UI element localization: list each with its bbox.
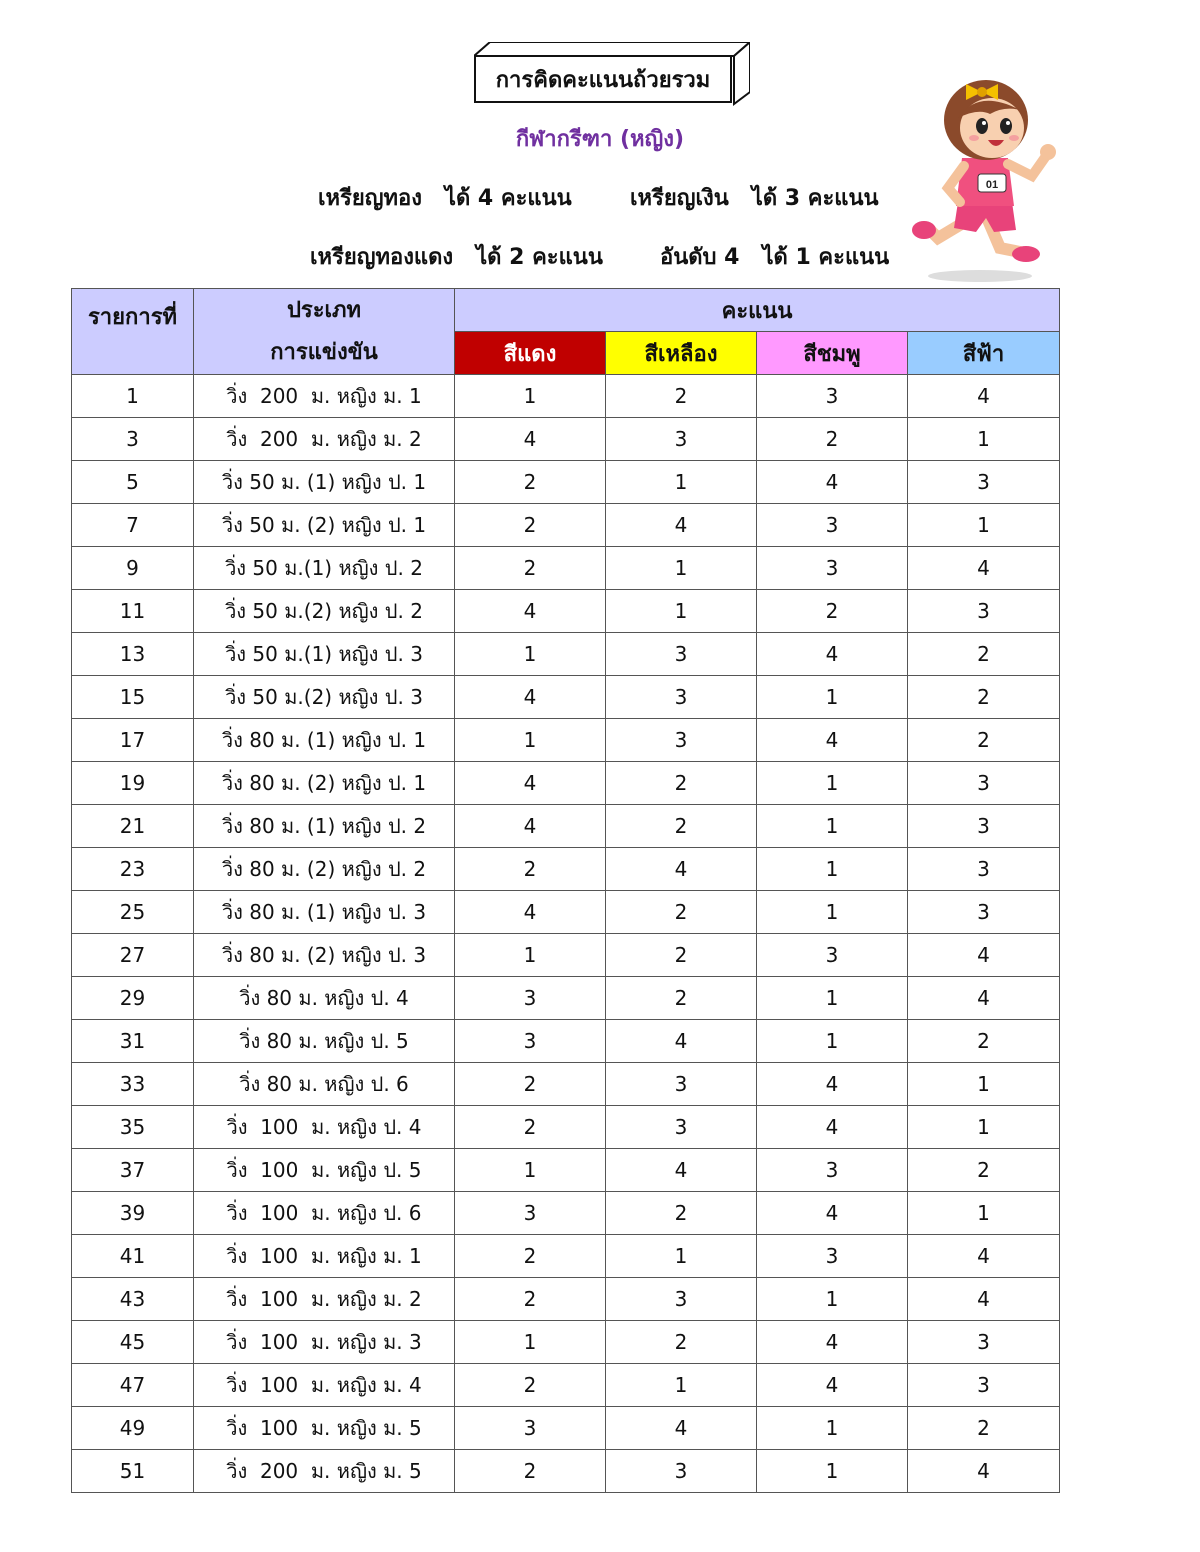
table-row xyxy=(72,418,1060,461)
table-row xyxy=(72,1106,1060,1149)
score-cell-red: 1 xyxy=(455,1149,606,1192)
item-no-cell: 43 xyxy=(72,1278,194,1321)
item-no-cell: 11 xyxy=(72,590,194,633)
event-cell: วิ่ง 100 ม. หญิง ม. 1 xyxy=(194,1235,455,1278)
item-no-cell: 13 xyxy=(72,633,194,676)
event-cell: วิ่ง 80 ม. (2) หญิง ป. 1 xyxy=(194,762,455,805)
score-cell-blue: 4 xyxy=(908,1235,1060,1278)
score-cell-red: 3 xyxy=(455,1192,606,1235)
table-row xyxy=(72,1321,1060,1364)
event-cell: วิ่ง 80 ม. (2) หญิง ป. 2 xyxy=(194,848,455,891)
table-row xyxy=(72,1235,1060,1278)
event-cell: วิ่ง 100 ม. หญิง ป. 6 xyxy=(194,1192,455,1235)
score-cell-pink: 4 xyxy=(757,461,908,504)
score-cell-blue: 4 xyxy=(908,1450,1060,1493)
score-cell-yellow: 4 xyxy=(606,848,757,891)
score-cell-blue: 2 xyxy=(908,1149,1060,1192)
score-cell-yellow: 2 xyxy=(606,891,757,934)
score-cell-yellow: 3 xyxy=(606,676,757,719)
header-team-red: สีแดง xyxy=(455,332,606,375)
event-cell: วิ่ง 50 ม.(1) หญิง ป. 3 xyxy=(194,633,455,676)
score-cell-pink: 1 xyxy=(757,762,908,805)
score-cell-pink: 1 xyxy=(757,891,908,934)
table-row xyxy=(72,1450,1060,1493)
score-cell-pink: 4 xyxy=(757,1364,908,1407)
item-no-cell: 1 xyxy=(72,375,194,418)
score-cell-blue: 1 xyxy=(908,1192,1060,1235)
event-cell: วิ่ง 100 ม. หญิง ม. 4 xyxy=(194,1364,455,1407)
event-cell: วิ่ง 200 ม. หญิง ม. 1 xyxy=(194,375,455,418)
score-cell-yellow: 2 xyxy=(606,1321,757,1364)
score-cell-yellow: 1 xyxy=(606,1235,757,1278)
gold-medal-points: เหรียญทอง ได้ 4 คะแนน xyxy=(318,186,572,211)
table-row xyxy=(72,1407,1060,1450)
page-subtitle: กีฬากรีฑา (หญิง) xyxy=(515,127,685,152)
score-cell-pink: 1 xyxy=(757,1278,908,1321)
score-cell-red: 2 xyxy=(455,461,606,504)
score-cell-pink: 3 xyxy=(757,1149,908,1192)
event-cell: วิ่ง 200 ม. หญิง ม. 2 xyxy=(194,418,455,461)
table-row xyxy=(72,1192,1060,1235)
score-cell-yellow: 3 xyxy=(606,1063,757,1106)
score-cell-blue: 1 xyxy=(908,504,1060,547)
score-cell-blue: 4 xyxy=(908,375,1060,418)
score-cell-red: 3 xyxy=(455,1020,606,1063)
header-event-type xyxy=(194,289,455,375)
table-row xyxy=(72,1278,1060,1321)
score-table-body xyxy=(72,375,1060,1493)
score-cell-red: 1 xyxy=(455,633,606,676)
event-cell: วิ่ง 80 ม. (2) หญิง ป. 3 xyxy=(194,934,455,977)
score-cell-red: 2 xyxy=(455,1364,606,1407)
event-cell: วิ่ง 50 ม. (2) หญิง ป. 1 xyxy=(194,504,455,547)
event-cell: วิ่ง 80 ม. หญิง ป. 4 xyxy=(194,977,455,1020)
score-cell-yellow: 2 xyxy=(606,762,757,805)
table-row xyxy=(72,934,1060,977)
table-row xyxy=(72,719,1060,762)
score-cell-red: 2 xyxy=(455,1450,606,1493)
score-cell-yellow: 4 xyxy=(606,504,757,547)
score-cell-yellow: 1 xyxy=(606,547,757,590)
score-cell-red: 1 xyxy=(455,934,606,977)
score-cell-blue: 3 xyxy=(908,1364,1060,1407)
svg-text:01: 01 xyxy=(985,179,999,191)
item-no-cell: 37 xyxy=(72,1149,194,1192)
score-cell-yellow: 3 xyxy=(606,719,757,762)
page-title: การคิดคะแนนถ้วยรวม xyxy=(474,55,732,103)
header-item-no-label: รายการที่ xyxy=(87,305,178,330)
score-cell-red: 3 xyxy=(455,977,606,1020)
score-cell-red: 4 xyxy=(455,676,606,719)
score-cell-pink: 3 xyxy=(757,934,908,977)
event-cell: วิ่ง 50 ม.(1) หญิง ป. 2 xyxy=(194,547,455,590)
event-cell: วิ่ง 100 ม. หญิง ป. 5 xyxy=(194,1149,455,1192)
item-no-cell: 27 xyxy=(72,934,194,977)
event-cell: วิ่ง 50 ม.(2) หญิง ป. 2 xyxy=(194,590,455,633)
item-no-cell: 29 xyxy=(72,977,194,1020)
score-cell-yellow: 4 xyxy=(606,1020,757,1063)
score-cell-pink: 3 xyxy=(757,1235,908,1278)
score-cell-yellow: 3 xyxy=(606,418,757,461)
table-row xyxy=(72,676,1060,719)
score-cell-yellow: 3 xyxy=(606,1278,757,1321)
event-cell: วิ่ง 200 ม. หญิง ม. 5 xyxy=(194,1450,455,1493)
score-cell-blue: 1 xyxy=(908,1063,1060,1106)
score-cell-blue: 3 xyxy=(908,590,1060,633)
table-row xyxy=(72,1020,1060,1063)
table-row xyxy=(72,891,1060,934)
score-cell-blue: 3 xyxy=(908,461,1060,504)
score-cell-pink: 1 xyxy=(757,848,908,891)
score-cell-yellow: 4 xyxy=(606,1407,757,1450)
item-no-cell: 39 xyxy=(72,1192,194,1235)
event-cell: วิ่ง 80 ม. (1) หญิง ป. 3 xyxy=(194,891,455,934)
table-row xyxy=(72,805,1060,848)
score-cell-pink: 4 xyxy=(757,1192,908,1235)
score-cell-blue: 3 xyxy=(908,891,1060,934)
score-cell-red: 4 xyxy=(455,891,606,934)
score-cell-red: 1 xyxy=(455,719,606,762)
score-cell-pink: 4 xyxy=(757,633,908,676)
score-cell-pink: 2 xyxy=(757,418,908,461)
score-cell-blue: 4 xyxy=(908,977,1060,1020)
score-cell-yellow: 3 xyxy=(606,633,757,676)
header-score: คะแนน xyxy=(455,289,1060,332)
score-cell-red: 2 xyxy=(455,848,606,891)
score-cell-yellow: 1 xyxy=(606,590,757,633)
score-cell-red: 1 xyxy=(455,375,606,418)
table-row xyxy=(72,1063,1060,1106)
score-cell-red: 2 xyxy=(455,1278,606,1321)
score-cell-red: 2 xyxy=(455,1063,606,1106)
score-cell-pink: 4 xyxy=(757,719,908,762)
item-no-cell: 51 xyxy=(72,1450,194,1493)
item-no-cell: 33 xyxy=(72,1063,194,1106)
score-cell-blue: 2 xyxy=(908,633,1060,676)
table-row xyxy=(72,461,1060,504)
score-cell-red: 2 xyxy=(455,547,606,590)
score-cell-blue: 2 xyxy=(908,1407,1060,1450)
score-cell-blue: 2 xyxy=(908,676,1060,719)
table-row xyxy=(72,977,1060,1020)
score-cell-yellow: 2 xyxy=(606,934,757,977)
table-row xyxy=(72,848,1060,891)
score-cell-red: 4 xyxy=(455,590,606,633)
score-cell-yellow: 3 xyxy=(606,1106,757,1149)
score-cell-red: 3 xyxy=(455,1407,606,1450)
event-cell: วิ่ง 100 ม. หญิง ม. 3 xyxy=(194,1321,455,1364)
score-cell-blue: 3 xyxy=(908,1321,1060,1364)
event-cell: วิ่ง 100 ม. หญิง ป. 4 xyxy=(194,1106,455,1149)
table-row xyxy=(72,547,1060,590)
header-event-type-line2: การแข่งขัน xyxy=(270,339,378,365)
score-cell-blue: 3 xyxy=(908,848,1060,891)
item-no-cell: 41 xyxy=(72,1235,194,1278)
page-title-box xyxy=(474,42,750,106)
score-cell-blue: 1 xyxy=(908,418,1060,461)
table-row xyxy=(72,762,1060,805)
score-cell-yellow: 1 xyxy=(606,461,757,504)
score-cell-blue: 4 xyxy=(908,547,1060,590)
score-cell-blue: 2 xyxy=(908,719,1060,762)
item-no-cell: 45 xyxy=(72,1321,194,1364)
score-cell-pink: 3 xyxy=(757,504,908,547)
score-cell-red: 1 xyxy=(455,1321,606,1364)
event-cell: วิ่ง 80 ม. (1) หญิง ป. 2 xyxy=(194,805,455,848)
score-cell-pink: 1 xyxy=(757,805,908,848)
score-cell-pink: 3 xyxy=(757,375,908,418)
score-cell-yellow: 2 xyxy=(606,375,757,418)
event-cell: วิ่ง 80 ม. หญิง ป. 5 xyxy=(194,1020,455,1063)
score-cell-yellow: 2 xyxy=(606,805,757,848)
score-cell-yellow: 4 xyxy=(606,1149,757,1192)
score-cell-red: 2 xyxy=(455,1106,606,1149)
item-no-cell: 35 xyxy=(72,1106,194,1149)
header-team-yellow: สีเหลือง xyxy=(606,332,757,375)
score-cell-blue: 4 xyxy=(908,1278,1060,1321)
score-cell-pink: 2 xyxy=(757,590,908,633)
score-cell-red: 2 xyxy=(455,1235,606,1278)
fourth-place-points: อันดับ 4 ได้ 1 คะแนน xyxy=(660,245,890,270)
score-cell-yellow: 2 xyxy=(606,1192,757,1235)
header-team-pink: สีชมพู xyxy=(757,332,908,375)
score-cell-pink: 1 xyxy=(757,1407,908,1450)
score-cell-yellow: 1 xyxy=(606,1364,757,1407)
item-no-cell: 17 xyxy=(72,719,194,762)
table-row xyxy=(72,504,1060,547)
item-no-cell: 7 xyxy=(72,504,194,547)
header-event-type-line1: ประเภท xyxy=(286,297,362,323)
table-row xyxy=(72,375,1060,418)
header-item-no xyxy=(72,289,194,375)
table-row xyxy=(72,1149,1060,1192)
score-cell-yellow: 3 xyxy=(606,1450,757,1493)
table-row xyxy=(72,590,1060,633)
score-cell-red: 2 xyxy=(455,504,606,547)
item-no-cell: 31 xyxy=(72,1020,194,1063)
score-cell-blue: 4 xyxy=(908,934,1060,977)
score-table xyxy=(71,288,1060,1493)
item-no-cell: 15 xyxy=(72,676,194,719)
event-cell: วิ่ง 80 ม. หญิง ป. 6 xyxy=(194,1063,455,1106)
event-cell: วิ่ง 100 ม. หญิง ม. 5 xyxy=(194,1407,455,1450)
running-girl-icon xyxy=(908,70,1068,284)
score-cell-pink: 1 xyxy=(757,676,908,719)
score-cell-pink: 4 xyxy=(757,1106,908,1149)
item-no-cell: 5 xyxy=(72,461,194,504)
score-cell-pink: 1 xyxy=(757,977,908,1020)
score-cell-pink: 1 xyxy=(757,1020,908,1063)
item-no-cell: 49 xyxy=(72,1407,194,1450)
item-no-cell: 19 xyxy=(72,762,194,805)
item-no-cell: 25 xyxy=(72,891,194,934)
event-cell: วิ่ง 50 ม. (1) หญิง ป. 1 xyxy=(194,461,455,504)
item-no-cell: 23 xyxy=(72,848,194,891)
score-cell-pink: 4 xyxy=(757,1321,908,1364)
score-cell-pink: 1 xyxy=(757,1450,908,1493)
score-cell-red: 4 xyxy=(455,762,606,805)
silver-medal-points: เหรียญเงิน ได้ 3 คะแนน xyxy=(630,186,879,211)
score-cell-red: 4 xyxy=(455,418,606,461)
score-cell-blue: 1 xyxy=(908,1106,1060,1149)
score-cell-blue: 3 xyxy=(908,805,1060,848)
score-cell-red: 4 xyxy=(455,805,606,848)
event-cell: วิ่ง 50 ม.(2) หญิง ป. 3 xyxy=(194,676,455,719)
bronze-medal-points: เหรียญทองแดง ได้ 2 คะแนน xyxy=(310,245,603,270)
item-no-cell: 9 xyxy=(72,547,194,590)
score-cell-blue: 2 xyxy=(908,1020,1060,1063)
event-cell: วิ่ง 100 ม. หญิง ม. 2 xyxy=(194,1278,455,1321)
score-cell-yellow: 2 xyxy=(606,977,757,1020)
header-team-blue: สีฟ้า xyxy=(908,332,1060,375)
event-cell: วิ่ง 80 ม. (1) หญิง ป. 1 xyxy=(194,719,455,762)
score-cell-blue: 3 xyxy=(908,762,1060,805)
score-cell-pink: 4 xyxy=(757,1063,908,1106)
table-row xyxy=(72,633,1060,676)
item-no-cell: 47 xyxy=(72,1364,194,1407)
table-row xyxy=(72,1364,1060,1407)
score-cell-pink: 3 xyxy=(757,547,908,590)
item-no-cell: 21 xyxy=(72,805,194,848)
item-no-cell: 3 xyxy=(72,418,194,461)
